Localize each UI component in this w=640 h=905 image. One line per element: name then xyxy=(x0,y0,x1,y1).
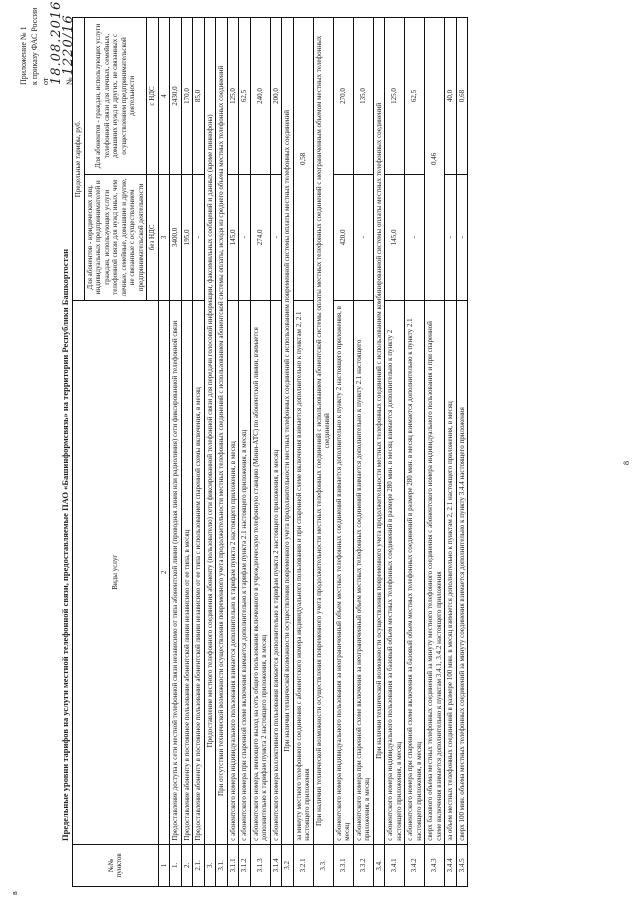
service-description: сверх базового объема местных телефонных соединений за минуту местного телефонного соединения с абонентского номера индивидуального пользования и при спаренной схеме включения взимается дополнительно к пунктам 3.4.1, 3.4.2 настоящего приложения xyxy=(425,300,445,844)
document-title: Предельные уровни тарифов на услуги местной телефонной связи, предоставляемые ПАО «Башинформсвязь» на территории Республики Башкортостан xyxy=(60,248,70,842)
service-description: с абонентского номера коллективного пользования взимается дополнительно к тарифам пункта 2 настоящего приложения, в месяц xyxy=(270,300,282,844)
tariff-value-citizens: 2430,0 xyxy=(170,18,182,175)
col-service-header: Виды услуг xyxy=(73,300,159,844)
tariff-value-shared: 0,46 xyxy=(425,18,445,301)
table-row xyxy=(193,18,205,887)
col-tariff-group-header: Предельные тарифы, руб. xyxy=(73,18,85,301)
annex-header xyxy=(18,0,76,85)
col-index: 1 xyxy=(158,844,170,886)
tariff-value-citizens: 62,5 xyxy=(405,18,425,175)
section-row xyxy=(216,18,228,887)
row-number: 3.2 xyxy=(282,844,294,886)
tariff-value-citizens: 0,68 xyxy=(456,18,468,175)
vat-label-with: с НДС xyxy=(147,18,159,175)
row-number: 3.1.2 xyxy=(239,844,251,886)
table-row xyxy=(405,18,425,887)
section-row xyxy=(282,18,294,887)
table-row xyxy=(333,18,353,887)
order-date-line xyxy=(40,0,64,85)
col-number-header: №№ пунктов xyxy=(73,844,159,886)
section-row xyxy=(204,18,216,887)
row-number: 3.2.1 xyxy=(293,844,313,886)
row-number: 2. xyxy=(181,844,193,886)
row-number: 3.1.3 xyxy=(250,844,270,886)
tariff-value-legal: 3400,0 xyxy=(170,174,182,300)
col-index: 2 xyxy=(158,300,170,844)
table-row xyxy=(456,18,468,887)
table-row xyxy=(181,18,193,887)
service-description: сверх 100 мин. объема местных телефонных соединений за минуту соединения взимается дополнительно к пункту 3.4.4 настоящего приложения xyxy=(456,300,468,844)
table-row xyxy=(227,18,239,887)
tariff-value-legal: - xyxy=(456,174,468,300)
table-row xyxy=(425,18,445,887)
table-row xyxy=(445,18,457,887)
tariff-value-legal: - xyxy=(353,174,373,300)
table-row xyxy=(385,18,405,887)
order-reference: к приказу ФАС России xyxy=(30,7,39,85)
tariff-value-legal: - xyxy=(193,174,205,300)
page-number: 8 xyxy=(622,461,631,465)
service-description: за объем местных телефонных соединений в размере 100 мин. в месяц взимается дополнительно к пунктам 2, 2.1 настоящего приложения, в месяц xyxy=(445,300,457,844)
row-number: 2.1. xyxy=(193,844,205,886)
service-description: с абонентского номера индивидуального пользования за неограниченный объем местных телефонных соединений взимается дополнительно к пункту 2 настоящего приложения, в месяц xyxy=(333,300,353,844)
tariff-table xyxy=(72,17,468,887)
table-row xyxy=(353,18,373,887)
table-header-row xyxy=(73,18,85,887)
service-description: с абонентского номера при спаренной схеме включения за неограниченный объем местных телефонных соединений взимается дополнительно к пункту 2.1 настоящего приложения, в месяц xyxy=(353,300,373,844)
service-description: Предоставление местного телефонного соединения абоненту (пользователю) сети фиксированной телефонной связи для передачи голосовой информации, факсимильных сообщений и данных (кроме пиннофона) xyxy=(204,18,216,845)
service-description: с абонентского номера индивидуального пользования взимается дополнительно к тарифам пункта 2 настоящего приложения, в месяц xyxy=(227,300,239,844)
tariff-value-legal: 420,0 xyxy=(333,174,353,300)
tariff-value-legal: - xyxy=(270,174,282,300)
annex-label: Приложение № 1 xyxy=(19,26,28,85)
date-prefix: от xyxy=(41,77,50,85)
tariff-value-legal: 195,0 xyxy=(181,174,193,300)
service-description: При отсутствии технической возможности осуществления повременного учета продолжительности местных телефонных соединений с использованием абонентской системы оплаты, исходя из среднего объема местных телефонных соединений xyxy=(216,18,228,845)
row-number: 3. xyxy=(204,844,216,886)
row-number: 3.1.1 xyxy=(227,844,239,886)
tariff-value-citizens: 85,0 xyxy=(193,18,205,175)
tariff-value-legal: 145,0 xyxy=(227,174,239,300)
service-description: При наличии технической возможности осуществления повременного учета продолжительности местных телефонных соединений с использованием повременной системы оплаты местных телефонных соединений xyxy=(282,18,294,845)
vat-label-without: без НДС xyxy=(147,174,159,300)
tariff-value-legal: - xyxy=(405,174,425,300)
row-number: 3.1. xyxy=(216,844,228,886)
table-row xyxy=(293,18,313,887)
corner-mark: в xyxy=(10,891,19,895)
row-number: 3.4.4 xyxy=(445,844,457,886)
tariff-value-citizens: 125,0 xyxy=(227,18,239,175)
tariff-value-legal: - xyxy=(239,174,251,300)
tariff-value-legal: - xyxy=(445,174,457,300)
row-number: 3.4.5 xyxy=(456,844,468,886)
col-legal-entities-header: Для абонентов - юридических лиц, индивидуальных предпринимателей и граждан, использующих услуги телефонной связи для нужд иных, чем личные, семейные, домашние и другие, не связанные с осуществлением предпринимательской деятельности xyxy=(84,174,147,300)
tariff-value-citizens: 40,0 xyxy=(445,18,457,175)
service-description: При наличии технической возможности осуществления повременного учета продолжительности местных телефонных соединений с использованием абонентской системы оплаты местных телефонных соединений с неограниченным объемом местных телефонных соединений xyxy=(313,18,333,845)
section-row xyxy=(373,18,385,887)
table-row xyxy=(270,18,282,887)
tariff-value-citizens: 135,0 xyxy=(353,18,373,175)
service-description: с абонентского номера, имеющего выход на сеть общего пользования включенного в учрежденческую телефонную станцию (Мини-АТС) по абонентской линии, взимается дополнительно к тарифам пункта 2 настоящего приложения, в месяц xyxy=(250,300,270,844)
row-number: 3.3.1 xyxy=(333,844,353,886)
tariff-value-citizens: 125,0 xyxy=(385,18,405,175)
table-row xyxy=(170,18,182,887)
row-number: 3.4. xyxy=(373,844,385,886)
col-index: 4 xyxy=(158,18,170,175)
row-number: 3.4.2 xyxy=(405,844,425,886)
tariff-value-citizens: 62,5 xyxy=(239,18,251,175)
table-row xyxy=(239,18,251,887)
service-description: с абонентского номера индивидуального пользования за базовый объем местных телефонных соединений в размере 280 мин. в месяц взимается дополнительно к пункту 2 настоящего приложения, в месяц xyxy=(385,300,405,844)
number-prefix: № xyxy=(65,77,74,85)
tariff-value-shared: 0,58 xyxy=(293,18,313,301)
tariff-value-citizens: 200,0 xyxy=(270,18,282,175)
col-index: 3 xyxy=(158,174,170,300)
row-number: 3.4.1 xyxy=(385,844,405,886)
table-body xyxy=(170,18,468,887)
tariff-value-citizens: 240,0 xyxy=(250,18,270,175)
service-description: с абонентского номера при спаренной схеме включения взимается дополнительно к тарифам пункта 2.1 настоящего приложения, в месяц xyxy=(239,300,251,844)
service-description: Предоставление абоненту в постоянное пользование абонентской линии независимо от ее типа с использованием спаренной схемы включения, в месяц xyxy=(193,300,205,844)
service-description: за минуту местного телефонного соединения с абонентского номера индивидуального пользования и при спаренной схеме включения взимается дополнительно к пунктам 2, 2.1 настоящего приложения xyxy=(293,300,313,844)
service-description: Предоставление абоненту в постоянное пользование абонентской линии независимо от ее типа, в месяц xyxy=(181,300,193,844)
handwritten-number: 1220/16 xyxy=(61,14,76,76)
service-description: При наличии технической возможности осуществления повременного учета продолжительности местных телефонных соединений с использованием комбинированной системы оплаты местных телефонных соединений xyxy=(373,18,385,845)
service-description: Предоставление доступа к сети местной телефонной связи независимо от типа абонентской линии (проводная линия или радиолиния) сети фиксированной телефонной связи xyxy=(170,300,182,844)
handwritten-date: 18.08.2016 xyxy=(49,0,64,85)
service-description: с абонентского номера при спаренной схеме включения за базовый объем местных телефонных соединений в размере 280 мин. в месяц взимается дополнительно к пункту 2.1 настоящего приложения, в месяц xyxy=(405,300,425,844)
col-citizens-header: Для абонентов - граждан, использующих услуги телефонной связи для личных, семейных, домашних нужд и других, не связанных с осуществлением предпринимательской деятельности xyxy=(84,18,147,175)
tariff-value-citizens: 170,0 xyxy=(181,18,193,175)
table-index-row xyxy=(158,18,170,887)
row-number: 3.1.4 xyxy=(270,844,282,886)
row-number: 3.3. xyxy=(313,844,333,886)
row-number: 1. xyxy=(170,844,182,886)
tariff-value-legal: 145,0 xyxy=(385,174,405,300)
tariff-value-legal: 274,0 xyxy=(250,174,270,300)
section-row xyxy=(313,18,333,887)
row-number: 3.4.3 xyxy=(425,844,445,886)
row-number: 3.3.2 xyxy=(353,844,373,886)
tariff-value-citizens: 270,0 xyxy=(333,18,353,175)
table-row xyxy=(250,18,270,887)
